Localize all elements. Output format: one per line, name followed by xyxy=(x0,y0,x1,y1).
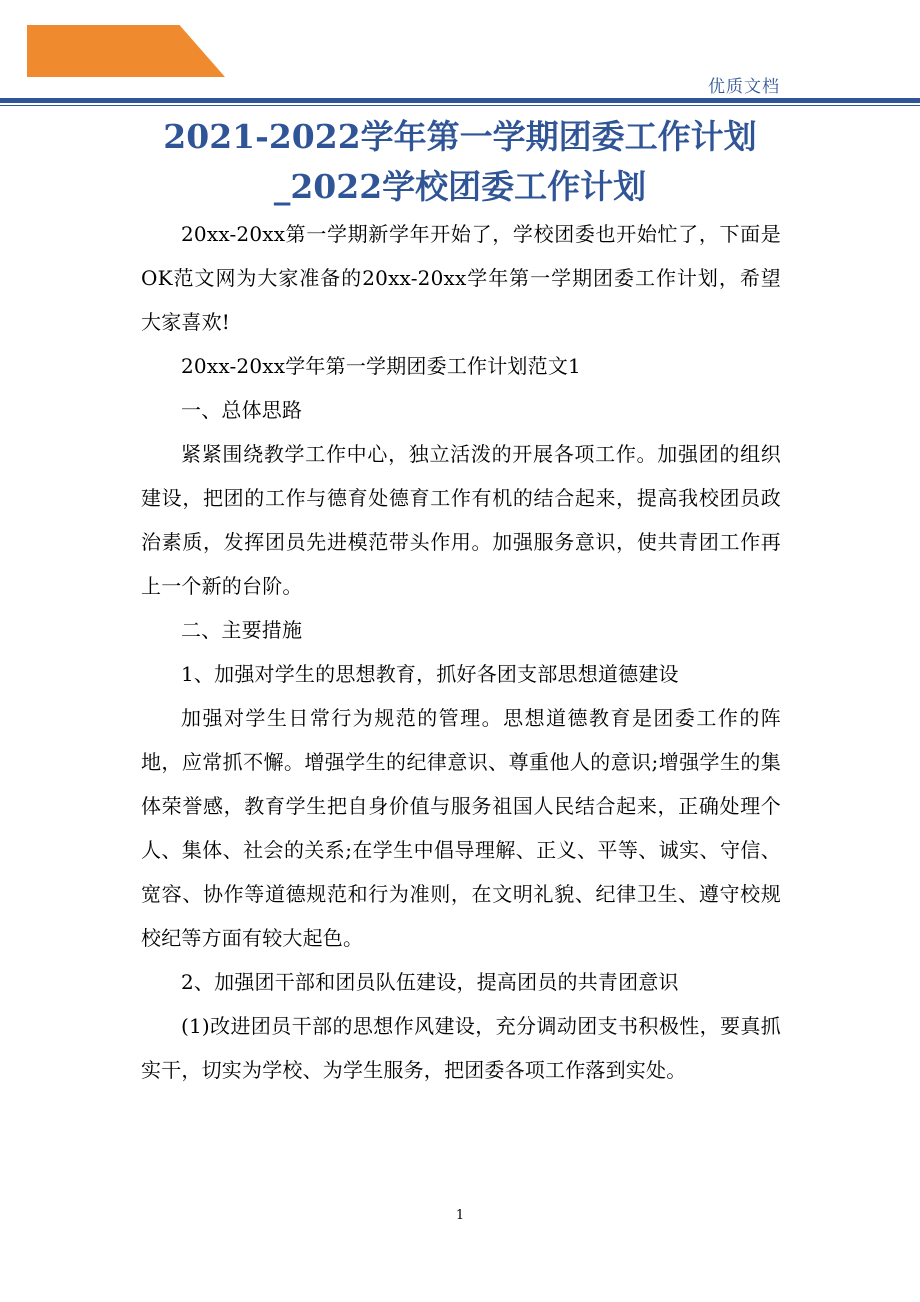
measure-heading-2: 2、加强团干部和团员队伍建设，提高团员的共青团意识 xyxy=(181,970,679,994)
header-brand-label: 优质文档 xyxy=(708,77,780,97)
overall-paragraph: 紧紧围绕教学工作中心，独立活泼的开展各项工作。加强团的组织建设，把团的工作与德育处德育工作有机的结合起来，提高我校团员政治素质，发挥团员先进模范带头作用。加强服务意识，使共青团工作再上一个新的台阶。 xyxy=(141,442,781,598)
measure-paragraph-2: (1)改进团员干部的思想作风建设，充分调动团支书积极性，要真抓实干，切实为学校、为学生服务，把团委各项工作落到实处。 xyxy=(141,1014,781,1082)
measure-paragraph-1: 加强对学生日常行为规范的管理。思想道德教育是团委工作的阵地，应常抓不懈。增强学生的纪律意识、尊重他人的意识;增强学生的集体荣誉感，教育学生把自身价值与服务祖国人民结合起来，正确处理个人、集体、社会的关系;在学生中倡导理解、正义、平等、诚实、守信、宽容、协作等道德规范和行为准则，在文明礼貌、纪律卫生、遵守校规校纪等方面有较大起色。 xyxy=(141,706,781,950)
header-rule-thin xyxy=(0,105,920,106)
measure-heading-1: 1、加强对学生的思想教育，抓好各团支部思想道德建设 xyxy=(181,662,679,686)
section-heading-overall: 一、总体思路 xyxy=(181,398,303,422)
document-title-line-1: 2021-2022学年第一学期团委工作计划 xyxy=(163,117,757,156)
document-body xyxy=(141,212,781,1092)
page-number: 1 xyxy=(455,1208,465,1223)
document-title-line-2: _2022学校团委工作计划 xyxy=(273,167,647,206)
header-rule xyxy=(0,98,920,103)
section-heading-measures: 二、主要措施 xyxy=(181,618,303,642)
intro-paragraph: 20xx-20xx第一学期新学年开始了，学校团委也开始忙了，下面是OK范文网为大家准备的20xx-20xx学年第一学期团委工作计划，希望大家喜欢! xyxy=(141,222,781,334)
section-heading-sample: 20xx-20xx学年第一学期团委工作计划范文1 xyxy=(181,354,581,378)
document-title xyxy=(100,112,820,212)
header-banner-shape xyxy=(27,25,225,77)
